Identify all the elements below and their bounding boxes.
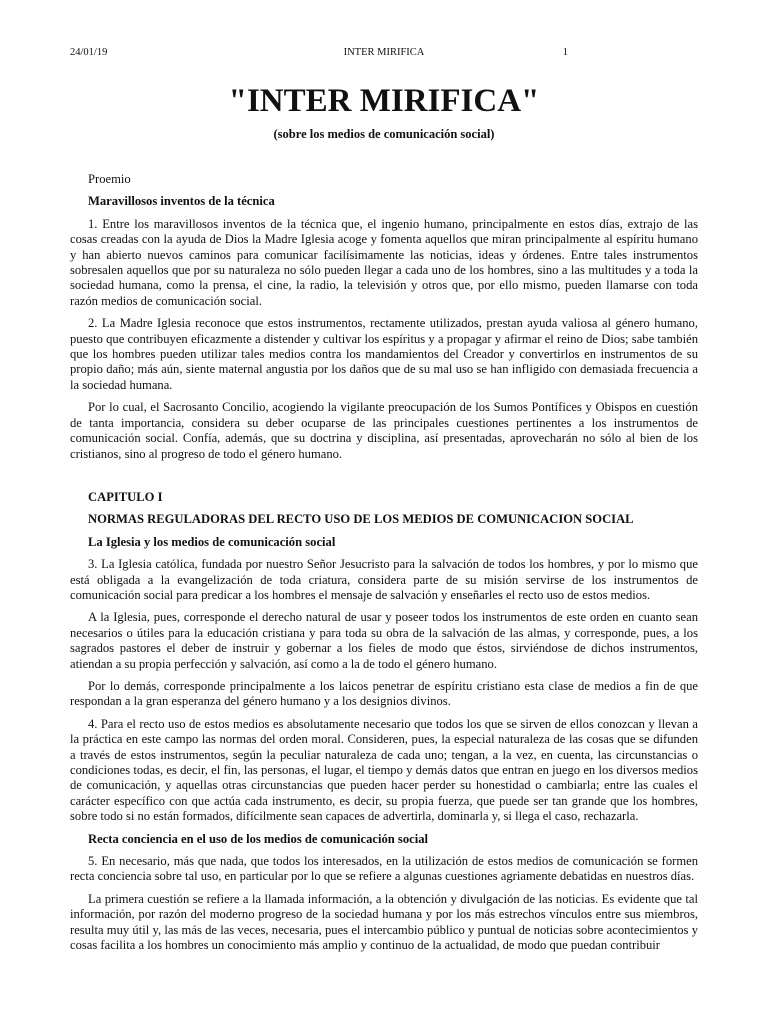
section-heading-conciencia: Recta conciencia en el uso de los medios de comunicación social — [88, 831, 429, 846]
running-header — [70, 46, 698, 60]
chapter-title: NORMAS REGULADORAS DEL RECTO USO DE LOS MEDIOS DE COMUNICACION SOCIAL — [88, 512, 634, 527]
paragraph-1: 1. Entre los maravillosos inventos de la técnica que, el ingenio humano, principalmente en estos días, extrajo de las cosas creadas con la ayuda de Dios la Madre Iglesia acoge y fomenta aquellos que miran principalmente al espíritu humano y han abierto nuevos caminos para comunicar facilísimamente las noticias, ideas y órdenes. Entre tales instrumentos sobresalen aquellos que por su naturaleza no sólo pueden llegar a cada uno de los hombres, sino a las multitudes y a toda la sociedad humana, como la prensa, el cine, la radio, la televisión y otros que, por ello mismo, pueden llamarse con toda razón medios de comunicación social. — [70, 216, 698, 308]
paragraph-4: 4. Para el recto uso de estos medios es absolutamente necesario que todos los que se sirven de ellos conozcan y llevan a la práctica en este campo las normas del orden moral. Consideren, pues, la especial naturaleza de las cosas que se difunden a través de estos instrumentos, según la peculiar naturaleza de cada uno; tengan, a la vez, en cuenta, las circunstancias o condiciones todas, es decir, el fin, las personas, el lugar, el tiempo y demás datos que entran en juego en los diversos medios de comunicación, y aquellas otras circunstancias que pueden hacer perder su honestidad o cambiarla; entre las cuales el carácter específico con que actúa cada instrumento, es decir, su propia fuerza, que puede ser tan grande que los hombres, sobre todo si no están formados, difícilmente sean capaces de advertirla, dominarla y, si llega el caso, rechazarla. — [70, 716, 698, 824]
header-title: INTER MIRIFICA — [343, 47, 425, 58]
paragraph-5b: La primera cuestión se refiere a la llamada información, a la obtención y divulgación de las noticias. Es evidente que tal información, por razón del moderno progreso de la sociedad humana y por los más estrechos vínculos entre sus miembros, resulta muy útil y, las más de las veces, necesaria, pues el intercambio público y puntual de noticias sobre acontecimientos y cosas facilita a los hombres un conocimiento más amplio y continuo de la actualidad, de modo que puedan contribuir — [70, 891, 698, 953]
proemio-heading: Maravillosos inventos de la técnica — [88, 194, 275, 209]
chapter-label: CAPITULO I — [88, 489, 163, 504]
header-page-number: 1 — [562, 47, 568, 58]
header-date: 24/01/19 — [70, 47, 108, 58]
document-title: "INTER MIRIFICA" — [228, 83, 540, 119]
proemio-label: Proemio — [88, 172, 131, 186]
document-body — [70, 172, 698, 953]
document-subtitle: (sobre los medios de comunicación social) — [273, 127, 495, 141]
paragraph-proemio-conclusion: Por lo cual, el Sacrosanto Concilio, acogiendo la vigilante preocupación de los Sumos Pontífices y Obispos en cuestión de tanta importancia, considera su deber ocuparse de las principales cuestiones pertinentes a los instrumentos de comunicación social. Confía, además, que su doctrina y disciplina, así presentadas, aprovecharán no sólo al bien de los cristianos, sino al progreso de todo el género humano. — [70, 400, 698, 461]
paragraph-5: 5. En necesario, más que nada, que todos los interesados, en la utilización de estos medios de comunicación se formen recta conciencia sobre tal uso, en particular por lo que se refiere a algunas cuestiones agriamente debatidas en nuestros días. — [70, 854, 698, 884]
paragraph-3: 3. La Iglesia católica, fundada por nuestro Señor Jesucristo para la salvación de todos los hombres, y por lo mismo que está obligada a la evangelización de toda criatura, considera parte de su misión servirse de los instrumentos de comunicación social para predicar a los hombres el mensaje de salvación y enseñarles el recto uso de estos medios. — [70, 557, 698, 602]
section-heading-iglesia: La Iglesia y los medios de comunicación social — [88, 534, 336, 549]
paragraph-3c: Por lo demás, corresponde principalmente a los laicos penetrar de espíritu cristiano esta clase de medios a fin de que respondan a la gran esperanza del género humano y a los designios divinos. — [70, 678, 698, 709]
paragraph-2: 2. La Madre Iglesia reconoce que estos instrumentos, rectamente utilizados, prestan ayuda valiosa al género humano, puesto que contribuyen eficazmente a distender y cultivar los espíritus y a propagar y afirmar el reino de Dios; sabe también que los hombres pueden utilizar tales medios contra los mandamientos del Creador y convertirlos en instrumentos de su propio daño; más aún, siente maternal angustia por los daños que de su mal uso se han infligido con demasiada frecuencia a la sociedad humana. — [70, 316, 698, 392]
paragraph-3b: A la Iglesia, pues, corresponde el derecho natural de usar y poseer todos los instrumentos de este orden en cuanto sean necesarios o útiles para la educación cristiana y para toda su obra de la salvación de las almas, y corresponde, pues, a los sagrados pastores el deber de instruir y gobernar a los fieles de modo que éstos, sirviéndose de dichos instrumentos, atiendan a su propia perfección y salvación, así como a la de todo el género humano. — [70, 610, 698, 671]
